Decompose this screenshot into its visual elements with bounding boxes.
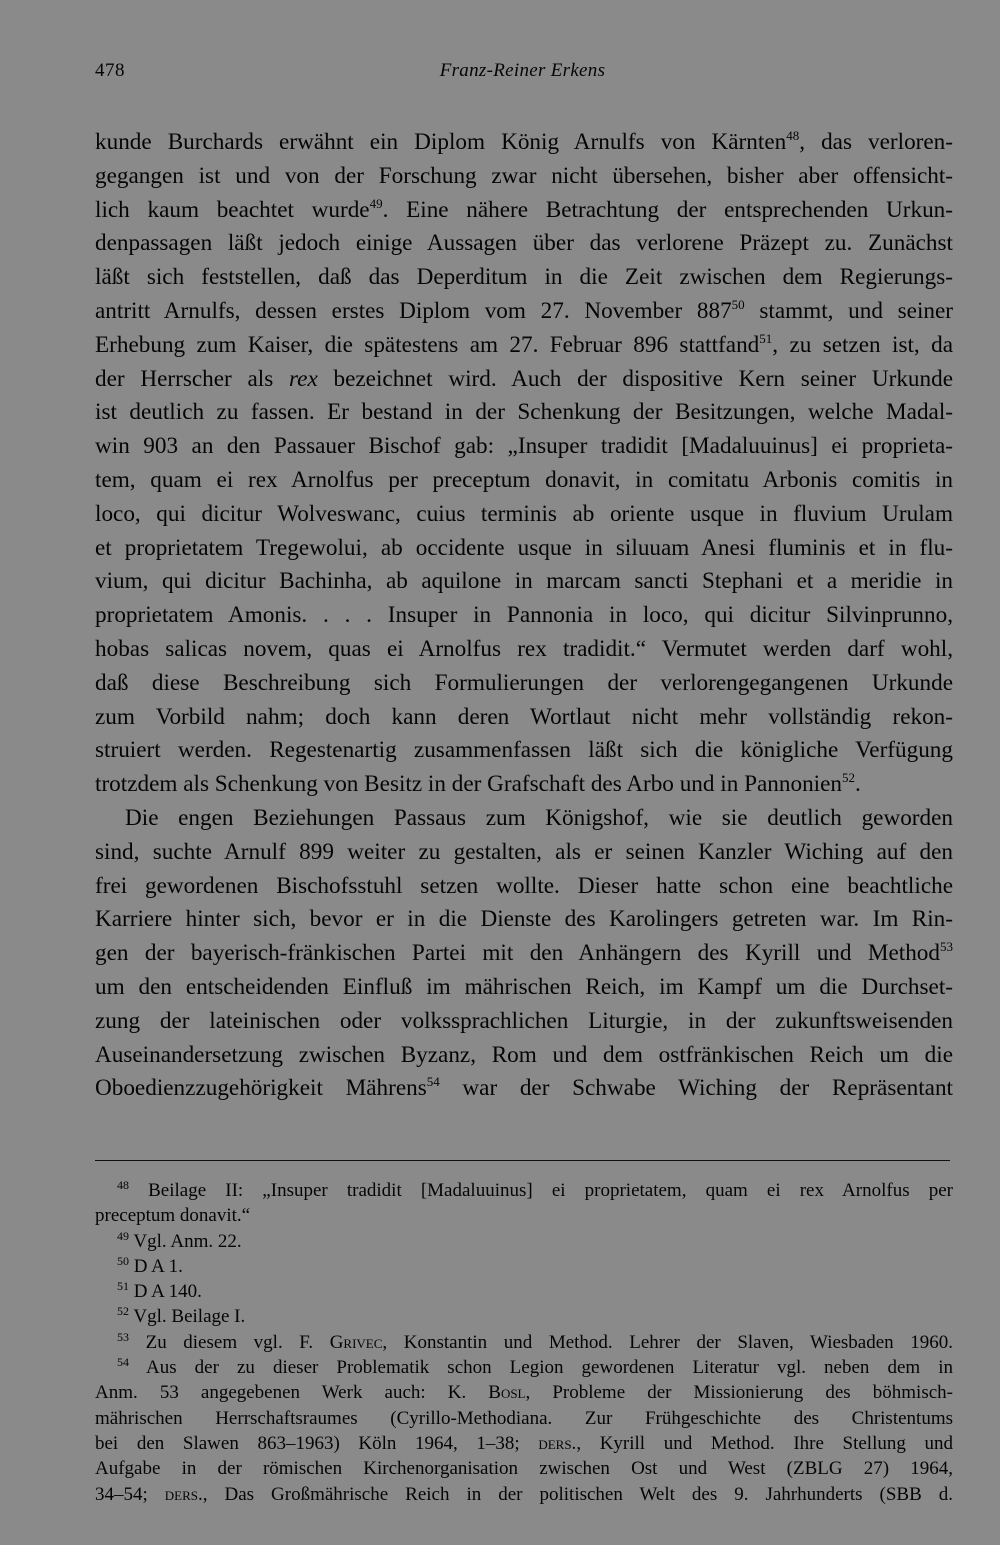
line-text: um den entscheidenden Einfluß im mährischen Reich, im Kampf um die Durchset- — [95, 973, 953, 1000]
text-line — [95, 937, 953, 971]
footnote-number: 52 — [117, 1304, 129, 1319]
line-text: 34–54; — [95, 1483, 165, 1505]
line-text: zum Vorbild nahm; doch kann deren Wortlaut nicht mehr vollständig rekon- — [95, 703, 953, 730]
footnote-reference: 51 — [759, 330, 773, 346]
italic-term: rex — [289, 365, 318, 392]
line-text: der Herrscher als — [95, 365, 289, 392]
text-line — [95, 160, 953, 194]
text-line — [95, 768, 953, 802]
line-text: frei gewordenen Bischofsstuhl setzen wollte. Dieser hatte schon eine beachtliche — [95, 872, 953, 899]
body-text — [95, 126, 953, 1106]
footnote-line — [95, 1330, 953, 1355]
text-line — [95, 295, 953, 329]
footnote-number: 54 — [117, 1355, 129, 1370]
text-line — [95, 1072, 953, 1106]
line-text: läßt sich feststellen, daß das Deperditum in die Zeit zwischen dem Regierungs- — [95, 264, 953, 291]
text-line — [95, 836, 953, 870]
footnote-line — [95, 1178, 953, 1203]
line-text: Die engen Beziehungen Passaus zum Königshof, wie sie deutlich geworden — [125, 804, 953, 831]
line-text-continued: . — [855, 771, 861, 798]
line-text-continued: , Das Großmährische Reich in der politischen Welt des 9. Jahrhunderts (SBB d. — [202, 1483, 954, 1505]
footnote-line — [95, 1482, 953, 1507]
footnote-line — [95, 1254, 953, 1279]
text-line — [95, 903, 953, 937]
text-line — [95, 734, 953, 768]
text-line — [95, 194, 953, 228]
footnote-line — [95, 1279, 953, 1304]
footnote-reference: 52 — [842, 770, 855, 786]
text-line — [95, 498, 953, 532]
line-text: antritt Arnulfs, dessen erstes Diplom vom 27. November 887 — [95, 297, 732, 324]
line-text: D A 1. — [129, 1255, 183, 1277]
footnote-line — [95, 1380, 953, 1405]
footnote-line — [95, 1431, 953, 1456]
page-number: 478 — [95, 60, 125, 81]
text-line — [95, 870, 953, 904]
footnote-reference: 48 — [786, 128, 800, 143]
line-text: vium, qui dicitur Bachinha, ab aquilone in marcam sancti Stephani et a meridie in — [95, 568, 953, 595]
line-text: gen der bayerisch-fränkischen Partei mit den Anhängern des Kyrill und Method — [95, 940, 940, 967]
text-line — [95, 227, 953, 261]
line-text: Zu diesem vgl. F. — [129, 1331, 330, 1353]
line-text-continued: , Probleme der Missionierung des böhmisch- — [525, 1382, 953, 1404]
line-text: Beilage II: „Insuper tradidit [Madaluuinus] ei proprietatem, quam ei rex Arnolfus per — [129, 1180, 953, 1201]
line-text: gegangen ist und von der Forschung zwar nicht übersehen, bisher aber offensicht- — [95, 162, 953, 189]
line-text: mährischen Herrschaftsraumes (Cyrillo-Methodiana. Zur Frühgeschichte des Christentums — [95, 1407, 953, 1429]
text-line — [95, 430, 953, 464]
line-text: struiert werden. Regestenartig zusammenfassen läßt sich die königliche Verfügung — [95, 737, 953, 764]
text-line — [95, 329, 953, 363]
text-line — [95, 701, 953, 735]
footnote-reference: 54 — [426, 1074, 440, 1090]
author-name: ders. — [164, 1483, 203, 1505]
footnote-rule — [95, 1160, 950, 1161]
footnote-line — [95, 1406, 953, 1431]
footnote-reference: 53 — [940, 939, 953, 955]
footnote-line — [95, 1203, 953, 1228]
line-text: Vgl. Anm. 22. — [129, 1230, 242, 1252]
page-header — [95, 60, 950, 90]
line-text: bei den Slawen 863–1963) Köln 1964, 1–38; — [95, 1432, 539, 1454]
text-line — [95, 599, 953, 633]
text-line — [95, 1005, 953, 1039]
line-text: D A 140. — [129, 1281, 202, 1303]
text-line — [95, 667, 953, 701]
line-text: et proprietatem Tregewolui, ab occidente usque in siluuam Anesi fluminis et in flu- — [95, 534, 953, 561]
author-name: Bosl — [488, 1382, 526, 1404]
text-line — [95, 802, 953, 836]
author-name: Grivec — [329, 1331, 383, 1353]
line-text: Karriere hinter sich, bevor er in die Dienste des Karolingers getreten war. Im Rin- — [95, 906, 953, 933]
line-text-continued: stammt, und seiner — [744, 297, 953, 324]
line-text-continued: bezeichnet wird. Auch der dispositive Kern seiner Urkunde — [317, 365, 953, 392]
line-text-continued: . Eine nähere Betrachtung der entsprechenden Urkun- — [382, 196, 953, 223]
line-text: win 903 an den Passauer Bischof gab: „Insuper tradidit [Madaluuinus] ei proprieta- — [95, 433, 953, 460]
running-head: Franz-Reiner Erkens — [439, 60, 606, 81]
footnote-number: 53 — [117, 1329, 129, 1344]
line-text: loco, qui dicitur Wolveswanc, cuius terminis ab oriente usque in fluvium Urulam — [95, 500, 953, 527]
line-text: denpassagen läßt jedoch einige Aussagen über das verlorene Präzept zu. Zunächst — [95, 230, 953, 257]
text-line — [95, 565, 953, 599]
footnote-line — [95, 1229, 953, 1254]
author-name: ders. — [538, 1432, 577, 1454]
text-line — [95, 126, 953, 160]
text-line — [95, 261, 953, 295]
footnotes — [95, 1178, 953, 1507]
line-text: zung der lateinischen oder volkssprachlichen Liturgie, in der zukunftsweisenden — [95, 1007, 953, 1034]
text-line — [95, 396, 953, 430]
footnote-line — [95, 1304, 953, 1329]
line-text: ist deutlich zu fassen. Er bestand in der Schenkung der Besitzungen, welche Madal- — [95, 399, 953, 426]
line-text: Vgl. Beilage I. — [129, 1306, 246, 1328]
line-text: kunde Burchards erwähnt ein Diplom König Arnulfs von Kärnten — [95, 129, 787, 155]
line-text: Oboedienzzugehörigkeit Mährens — [95, 1075, 427, 1102]
text-line — [95, 1039, 953, 1073]
text-line — [95, 971, 953, 1005]
line-text: hobas salicas novem, quas ei Arnolfus rex tradidit.“ Vermutet werden darf wohl, — [95, 635, 953, 662]
line-text: sind, suchte Arnulf 899 weiter zu gestalten, als er seinen Kanzler Wiching auf den — [95, 838, 953, 865]
line-text: tem, quam ei rex Arnolfus per preceptum donavit, in comitatu Arbonis comitis in — [95, 466, 953, 493]
line-text: proprietatem Amonis. . . . Insuper in Pannonia in loco, qui dicitur Silvinprunno, — [95, 602, 953, 629]
line-text-continued: war der Schwabe Wiching der Repräsentant — [439, 1075, 953, 1102]
line-text: trotzdem als Schenkung von Besitz in der Grafschaft des Arbo und in Pannonien — [95, 771, 842, 798]
line-text-continued: , zu setzen ist, da — [772, 331, 953, 358]
line-text: Aus der zu dieser Problematik schon Legion gewordenen Literatur vgl. neben dem in — [129, 1357, 953, 1379]
footnote-number: 51 — [117, 1279, 129, 1294]
line-text: lich kaum beachtet wurde — [95, 196, 370, 223]
footnote-number: 50 — [117, 1253, 129, 1268]
line-text-continued: , Kyrill und Method. Ihre Stellung und — [576, 1432, 953, 1454]
footnote-reference: 50 — [731, 296, 745, 312]
text-line — [95, 633, 953, 667]
line-text: Erhebung zum Kaiser, die spätestens am 27. Februar 896 stattfand — [95, 331, 760, 358]
line-text: daß diese Beschreibung sich Formulierungen der verlorengegangenen Urkunde — [95, 669, 953, 696]
footnote-reference: 49 — [369, 195, 383, 211]
footnote-number: 49 — [117, 1228, 129, 1243]
text-line — [95, 532, 953, 566]
text-line — [95, 363, 953, 397]
line-text: preceptum donavit.“ — [95, 1205, 251, 1227]
footnote-line — [95, 1456, 953, 1481]
line-text-continued: , Konstantin und Method. Lehrer der Slaven, Wiesbaden 1960. — [382, 1331, 954, 1353]
line-text-continued: , das verloren- — [799, 129, 953, 155]
line-text: Anm. 53 angegebenen Werk auch: K. — [95, 1382, 489, 1404]
footnote-number: 48 — [117, 1178, 129, 1192]
text-line — [95, 464, 953, 498]
line-text: Aufgabe in der römischen Kirchenorganisation zwischen Ost und West (ZBLG 27) 1964, — [95, 1458, 953, 1480]
footnote-line — [95, 1355, 953, 1380]
line-text: Auseinandersetzung zwischen Byzanz, Rom und dem ostfränkischen Reich um die — [95, 1041, 953, 1068]
